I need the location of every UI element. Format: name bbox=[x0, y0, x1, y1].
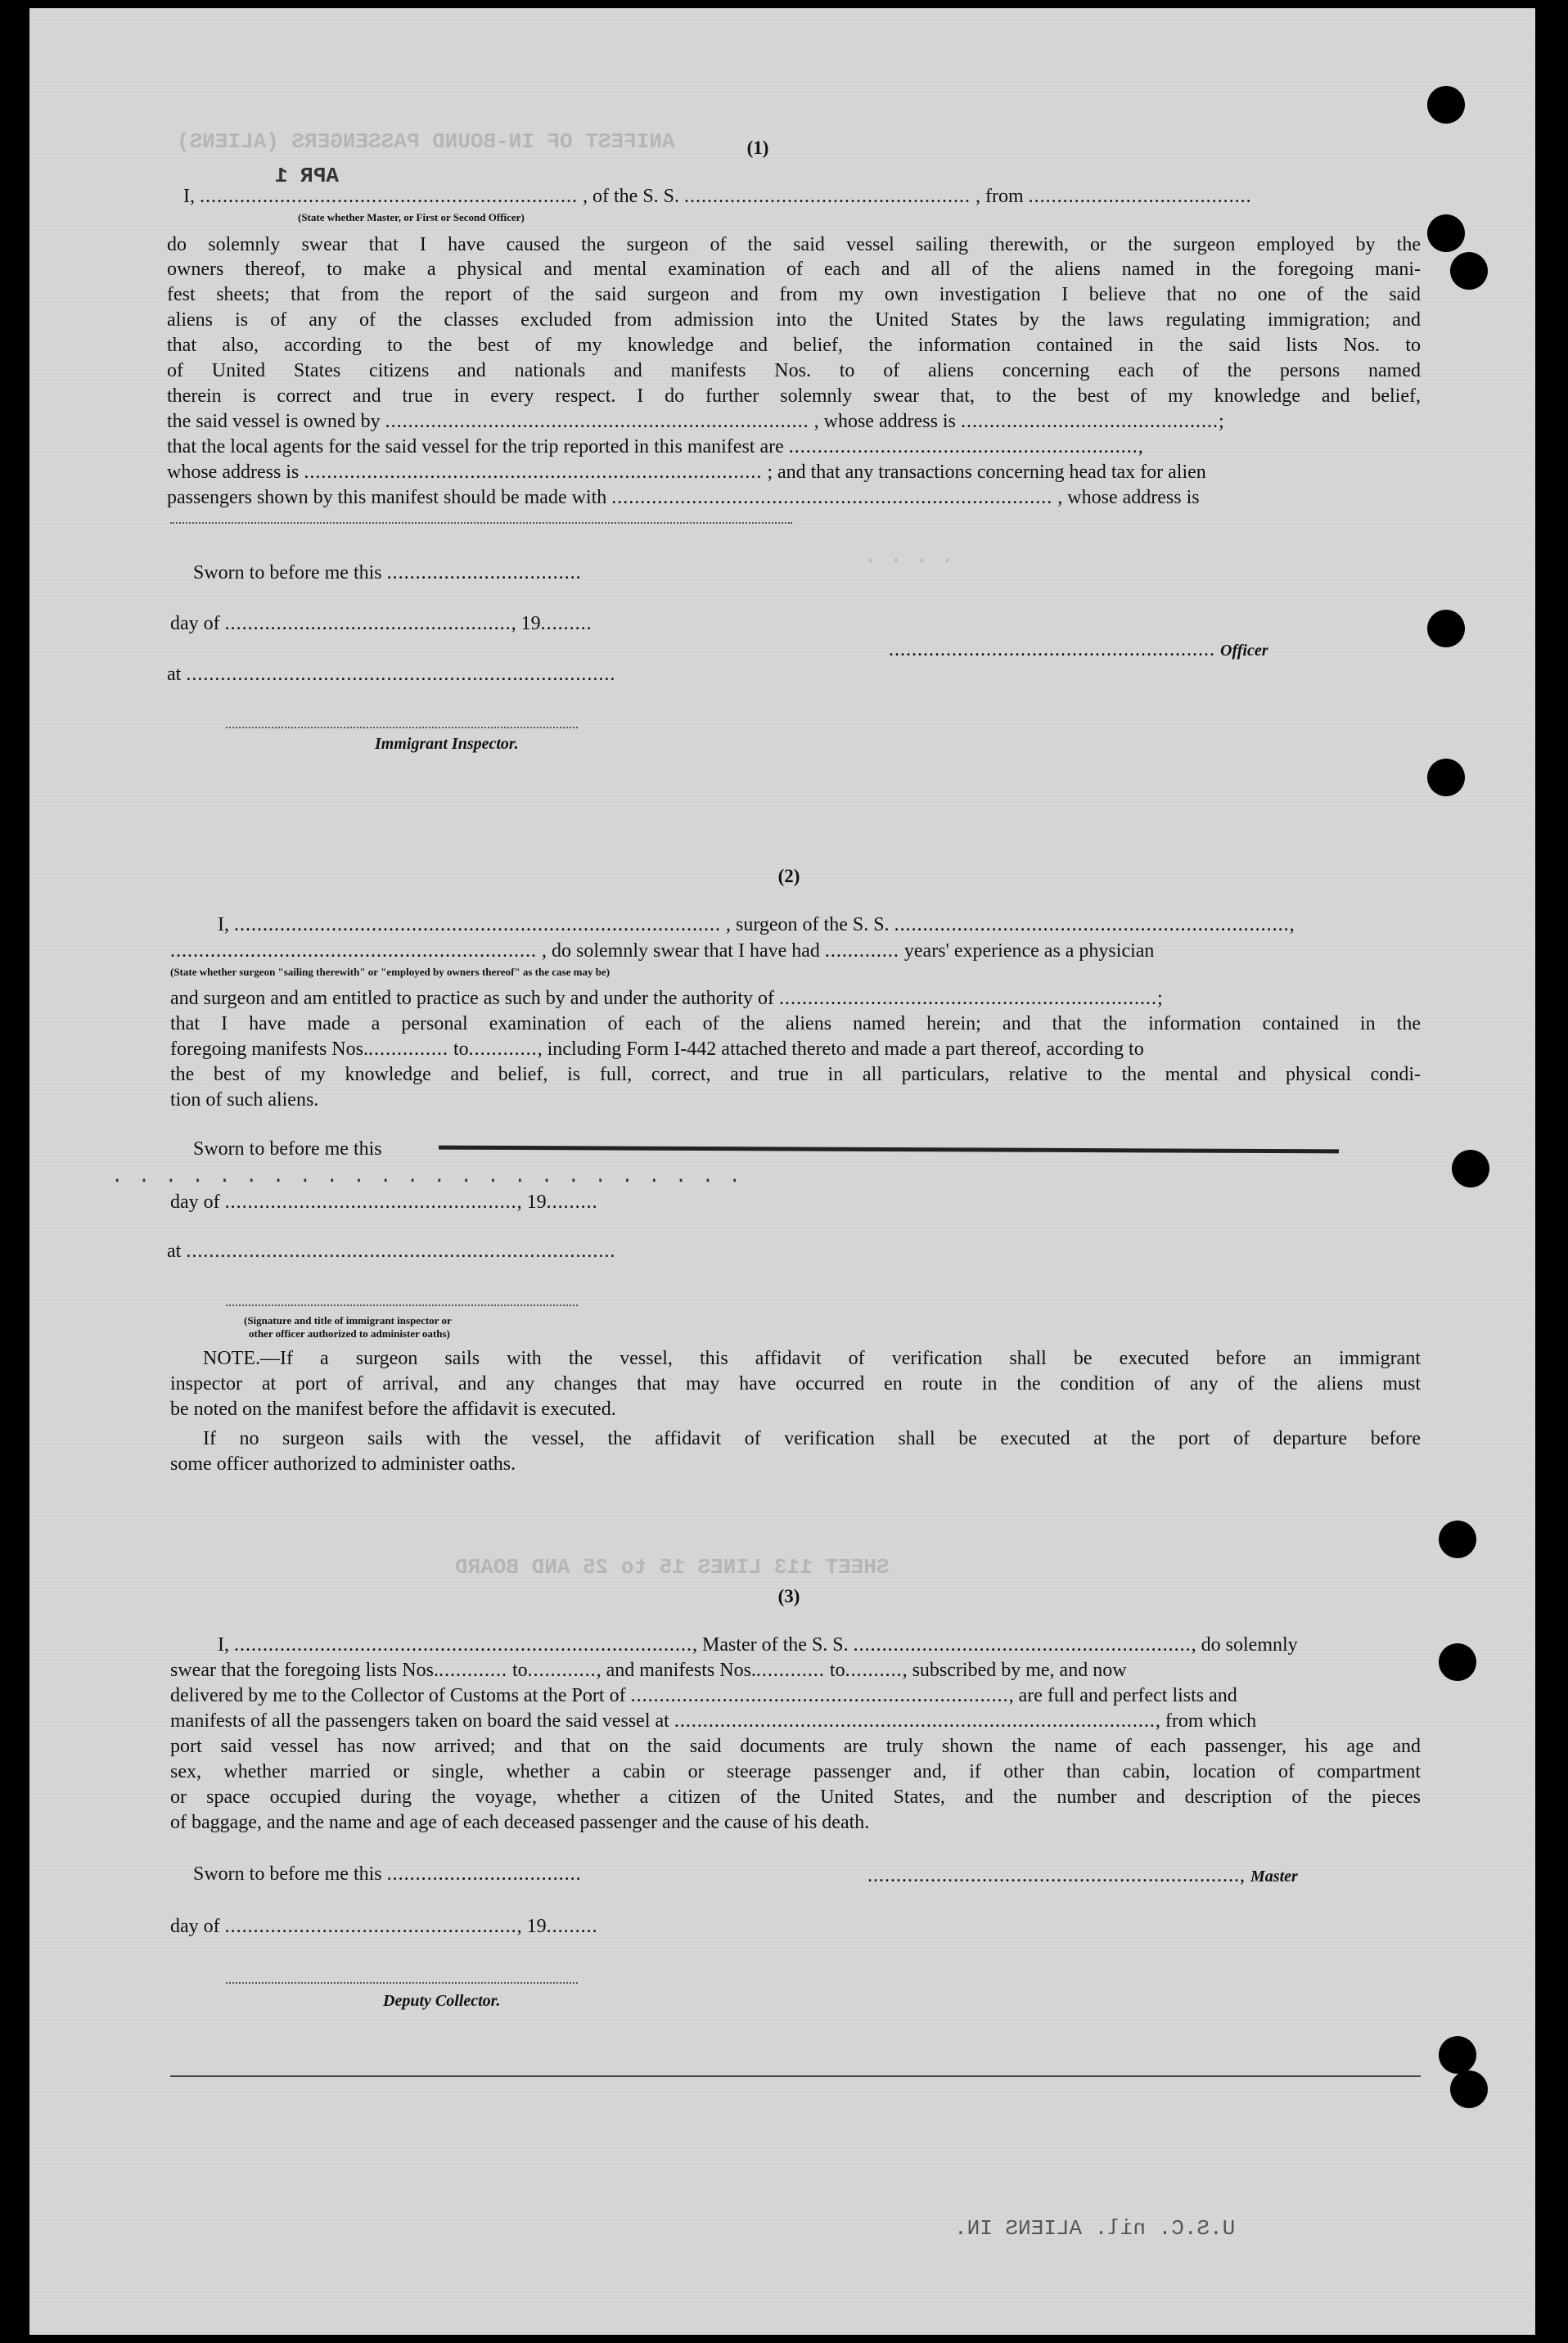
blank-officer-name[interactable]: .................................................................. bbox=[200, 186, 578, 207]
text: to bbox=[829, 1660, 845, 1681]
text: , Master of the S. S. bbox=[692, 1634, 849, 1656]
text: and surgeon and am entitled to practice as such by and under the authority of bbox=[170, 988, 774, 1009]
note-label: NOTE. bbox=[203, 1348, 260, 1369]
text: Sworn to before me this bbox=[193, 1138, 382, 1160]
section2-para-line: the best of my knowledge and belief, is full, correct, and true in all particulars, relative to the mental and physical condi- bbox=[170, 1064, 1421, 1085]
text: to bbox=[453, 1039, 469, 1060]
text: I, bbox=[218, 914, 229, 935]
manifest-form-page bbox=[29, 8, 1535, 2335]
punch-hole bbox=[1439, 2036, 1476, 2074]
officer-hint: (State whether Master, or First or Second Officer) bbox=[298, 211, 525, 223]
immigrant-inspector-label: Immigrant Inspector. bbox=[375, 735, 519, 753]
text: —If a surgeon sails with the vessel, this affidavit of verification shall be executed before an immigrant bbox=[259, 1348, 1421, 1369]
text: at bbox=[167, 1241, 182, 1262]
punch-hole bbox=[1427, 86, 1465, 124]
apr-stamp: APR 1 bbox=[275, 164, 340, 188]
text: , from bbox=[975, 186, 1024, 207]
blank-sworn-day-3[interactable]: .................................. bbox=[386, 1863, 582, 1885]
blank-vessel[interactable]: .................................................. bbox=[684, 186, 971, 207]
blank-manifests-from[interactable]: ............ bbox=[755, 1660, 825, 1681]
text: the said vessel is owned by bbox=[167, 411, 381, 432]
blank-owner-address[interactable]: .............................................; bbox=[960, 411, 1225, 432]
strike-line bbox=[439, 1146, 1339, 1154]
text: Sworn to before me this bbox=[193, 1863, 382, 1885]
section3-line-2 bbox=[170, 1659, 1127, 1683]
blank-agents[interactable]: ............................................................., bbox=[788, 436, 1144, 457]
blank-master-signature[interactable]: ................................................................., bbox=[867, 1865, 1246, 1886]
blank-lists-to[interactable]: ............ bbox=[527, 1660, 597, 1681]
text: I, bbox=[183, 186, 195, 207]
typed-dots: · · · · · · · · · · · · · · · · · · · · · · · · bbox=[111, 1170, 742, 1192]
blank-owner[interactable]: .......................................................................... bbox=[385, 411, 809, 432]
agents-line bbox=[167, 435, 1144, 459]
blank-head-tax[interactable]: ............................................................................. bbox=[611, 487, 1053, 508]
blank-from[interactable]: ....................................... bbox=[1028, 186, 1252, 207]
text: , do solemnly swear that I have had bbox=[542, 940, 820, 962]
blank-month-2[interactable]: ................................................... bbox=[224, 1192, 517, 1213]
section3-line-4 bbox=[170, 1710, 1256, 1733]
blank-agent-address[interactable]: ................................................................................ bbox=[304, 462, 763, 483]
text: day of bbox=[170, 1916, 220, 1937]
section1-para-line: aliens is of any of the classes excluded from admission into the United States by the laws regulating immigration; and bbox=[167, 309, 1421, 331]
blank-years[interactable]: ............. bbox=[824, 940, 899, 962]
note-line: inspector at port of arrival, and any changes that may have occurred en route in the condition of any of the aliens must bbox=[170, 1373, 1421, 1395]
text: to bbox=[511, 1660, 528, 1681]
text: passengers shown by this manifest should be made with bbox=[167, 487, 607, 508]
text: delivered by me to the Collector of Customs at the Port of bbox=[170, 1685, 626, 1706]
blank-surgeon-name[interactable]: ..................................................................................... bbox=[234, 914, 721, 935]
blank-month[interactable]: .................................................. bbox=[224, 613, 511, 634]
blank-port[interactable]: .................................................................. bbox=[630, 1685, 1009, 1706]
punch-hole bbox=[1439, 1521, 1476, 1558]
blank-master-name[interactable]: ................................................................................ bbox=[234, 1634, 692, 1656]
section1-para-line: of United States citizens and nationals and manifests Nos. to of aliens concerning each of the persons named bbox=[167, 360, 1421, 381]
bleed-through: ANIFEST OF IN-BOUND PASSENGERS (ALIENS) bbox=[177, 129, 675, 154]
deputy-collector-label: Deputy Collector. bbox=[383, 1992, 501, 2010]
text: swear that the foregoing lists Nos. bbox=[170, 1660, 439, 1681]
blank-year[interactable]: ......... bbox=[540, 613, 593, 634]
text: foregoing manifests Nos. bbox=[170, 1039, 368, 1060]
blank-officer-signature[interactable]: ......................................................... bbox=[889, 639, 1215, 660]
blank-lists-from[interactable]: ............ bbox=[438, 1660, 507, 1681]
blank-manifests-to[interactable]: .......... bbox=[845, 1660, 903, 1681]
master-label: Master bbox=[1250, 1868, 1298, 1886]
punch-hole bbox=[1427, 610, 1465, 647]
blank-year-3[interactable]: ......... bbox=[546, 1916, 598, 1937]
blank-master-vessel[interactable]: ........................................................... bbox=[853, 1634, 1192, 1656]
section1-para-line: do solemnly swear that I have caused the surgeon of the said vessel sailing therewith, or the surgeon employed by the bbox=[167, 234, 1421, 255]
text: I, bbox=[218, 1634, 229, 1656]
sworn-line-2 bbox=[193, 1138, 382, 1161]
blank-year-2[interactable]: ......... bbox=[546, 1192, 598, 1213]
signature-note: other officer authorized to administer oaths) bbox=[249, 1327, 450, 1340]
text: , whose address is bbox=[1057, 487, 1200, 508]
passengers-line bbox=[167, 486, 1200, 510]
blank-manifest-to[interactable]: ............ bbox=[468, 1039, 538, 1060]
blank-at[interactable]: ........................................................................... bbox=[186, 664, 616, 685]
section2-line-1 bbox=[218, 913, 1295, 937]
text: , from which bbox=[1155, 1710, 1257, 1732]
text: that the local agents for the said vessel for the trip reported in this manifest are bbox=[167, 436, 784, 457]
note-line: some officer authorized to administer oaths. bbox=[170, 1453, 516, 1475]
whose-address-line bbox=[167, 461, 1206, 484]
section1-para-line: fest sheets; that from the report of the said surgeon and from my own investigation I believe that no one of the said bbox=[167, 284, 1421, 305]
blank-surgeon-vessel[interactable]: ....................................................................., bbox=[894, 914, 1295, 935]
punch-hole bbox=[1439, 1643, 1476, 1681]
text: , are full and perfect lists and bbox=[1008, 1685, 1237, 1706]
text: , and manifests Nos. bbox=[596, 1660, 756, 1681]
section1-para-line: therein is correct and true in every respect. I do further solemnly swear that, to the best of my knowledge and belief, bbox=[167, 385, 1421, 407]
section3-para-line: or space occupied during the voyage, whether a citizen of the United States, and the number and description of the pieces bbox=[170, 1787, 1421, 1808]
sworn-line-3 bbox=[193, 1863, 582, 1886]
text: day of bbox=[170, 613, 220, 634]
section2-line-5 bbox=[170, 1038, 1144, 1061]
section-2-number: (2) bbox=[777, 866, 800, 886]
text: Sworn to before me this bbox=[193, 562, 382, 583]
footer-stamp: U.S.C. nil. ALIENS IN. bbox=[954, 2216, 1236, 2241]
section3-line-1 bbox=[218, 1633, 1298, 1657]
text: , whose address is bbox=[813, 411, 956, 432]
text: years' experience as a physician bbox=[903, 940, 1155, 962]
surgeon-hint: (State whether surgeon "sailing therewith" or "employed by owners thereof" as the case may be) bbox=[170, 966, 611, 978]
section-1-number: (1) bbox=[746, 137, 769, 158]
owned-by-line bbox=[167, 410, 1225, 434]
note-line: If no surgeon sails with the vessel, the affidavit of verification shall be executed at the port of departure before bbox=[203, 1428, 1421, 1449]
at-line-1 bbox=[167, 663, 615, 687]
blank-boarding-port[interactable]: .................................................................................... bbox=[674, 1710, 1156, 1732]
text: , including Form I-442 attached thereto and made a part thereof, according to bbox=[537, 1039, 1144, 1060]
blank-at-2[interactable]: ........................................................................... bbox=[186, 1241, 616, 1262]
section1-line-1 bbox=[183, 185, 1252, 209]
section2-para-line: tion of such aliens. bbox=[170, 1089, 319, 1111]
text: , subscribed by me, and now bbox=[902, 1660, 1127, 1681]
blank-sworn-day[interactable]: .................................. bbox=[386, 562, 582, 583]
day-of-line-1 bbox=[170, 612, 593, 636]
blank-month-3[interactable]: ................................................... bbox=[224, 1916, 517, 1937]
punch-hole bbox=[1450, 252, 1488, 290]
text: whose address is bbox=[167, 462, 300, 483]
sworn-line-1 bbox=[193, 561, 582, 585]
text: , surgeon of the S. S. bbox=[726, 914, 890, 935]
section3-para-line: of baggage, and the name and age of each deceased passenger and the cause of his death. bbox=[170, 1812, 870, 1833]
section1-para-line: owners thereof, to make a physical and mental examination of each and all of the aliens named in the foregoing mani- bbox=[167, 259, 1421, 280]
officer-label: Officer bbox=[1220, 642, 1268, 660]
punch-hole bbox=[1450, 2070, 1488, 2108]
section3-para-line: sex, whether married or single, whether a cabin or steerage passenger and, if other than cabin, location of compartment bbox=[170, 1761, 1421, 1782]
master-signature-line bbox=[867, 1864, 1298, 1889]
bottom-rule bbox=[170, 2075, 1421, 2077]
section-3-number: (3) bbox=[777, 1586, 800, 1606]
blank-sailing[interactable]: ................................................................ bbox=[170, 940, 537, 962]
day-of-line-3 bbox=[170, 1915, 598, 1939]
text: , do solemnly bbox=[1191, 1634, 1298, 1656]
section2-para-line: that I have made a personal examination of each of the aliens named herein; and that the information contained in the bbox=[170, 1013, 1421, 1034]
section1-para-line: that also, according to the best of my knowledge and belief, the information contained in the said lists Nos. to bbox=[167, 335, 1421, 356]
section2-line-2 bbox=[170, 939, 1154, 963]
punch-hole bbox=[1452, 1150, 1489, 1187]
inspector-rule bbox=[226, 727, 578, 728]
note-line: be noted on the manifest before the affidavit is executed. bbox=[170, 1399, 616, 1420]
blank-authority[interactable]: ..................................................................; bbox=[779, 988, 1164, 1009]
blank-manifest-from[interactable]: .............. bbox=[367, 1039, 448, 1060]
punch-hole bbox=[1427, 759, 1465, 796]
bleed-through: SHEET 113 LINES 15 to 25 AND BOARD bbox=[455, 1555, 890, 1579]
bleed-through: · · · · bbox=[864, 548, 954, 573]
text: at bbox=[167, 664, 182, 685]
signature-note: (Signature and title of immigrant inspector or bbox=[244, 1314, 452, 1327]
text: , 19 bbox=[516, 1192, 547, 1213]
signature-rule bbox=[170, 522, 792, 524]
note-line-1 bbox=[203, 1347, 1421, 1371]
text: ; and that any transactions concerning head tax for alien bbox=[767, 462, 1206, 483]
signature-rule-2 bbox=[226, 1304, 578, 1306]
day-of-line-2 bbox=[170, 1191, 598, 1214]
section3-para-line: port said vessel has now arrived; and that on the said documents are truly shown the name of each passenger, his age and bbox=[170, 1736, 1421, 1757]
text: , 19 bbox=[511, 613, 541, 634]
text: , 19 bbox=[516, 1916, 547, 1937]
text: manifests of all the passengers taken on board the said vessel at bbox=[170, 1710, 669, 1732]
at-line-2 bbox=[167, 1240, 615, 1264]
section2-line-3 bbox=[170, 987, 1164, 1011]
text: , of the S. S. bbox=[583, 186, 680, 207]
section3-line-3 bbox=[170, 1684, 1237, 1708]
punch-hole bbox=[1427, 214, 1465, 252]
collector-rule bbox=[226, 1982, 578, 1984]
text: day of bbox=[170, 1192, 220, 1213]
officer-signature-line bbox=[889, 638, 1268, 663]
